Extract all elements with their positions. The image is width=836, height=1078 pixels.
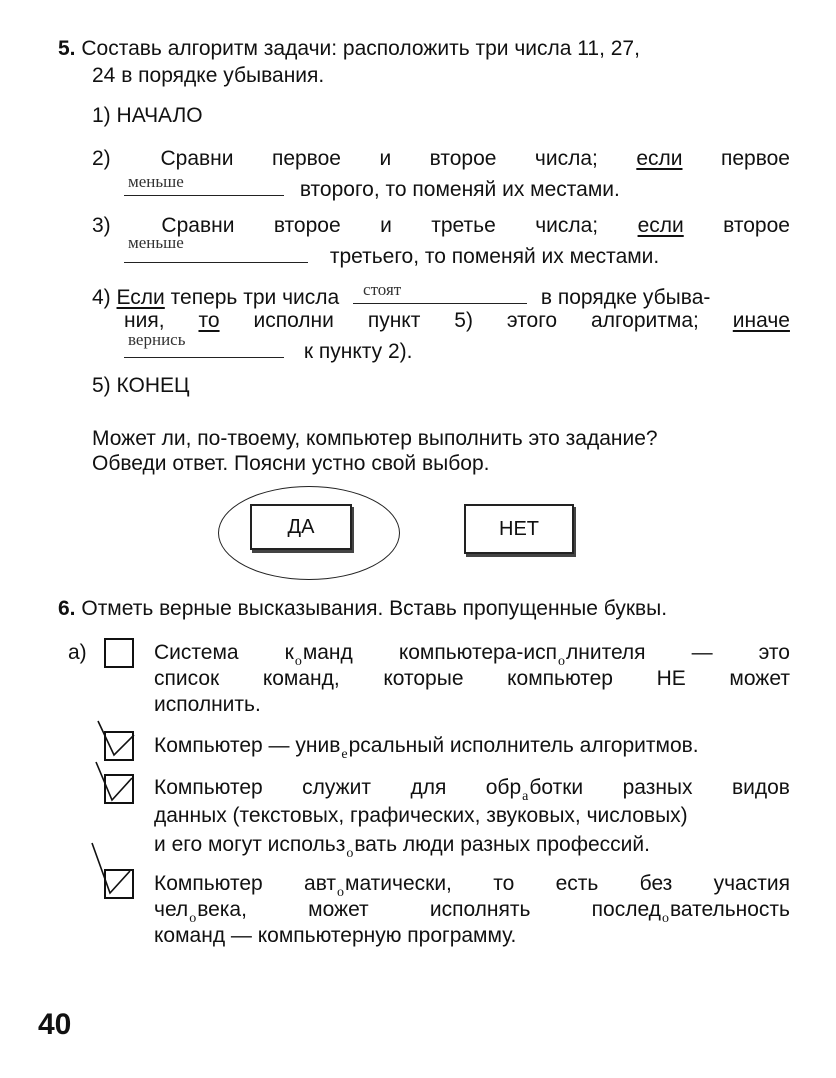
word: без (639, 872, 673, 895)
word-posledovatelnost (592, 897, 790, 926)
word: есть (555, 872, 599, 895)
word: этого (506, 309, 558, 332)
step-1-number: 1) (92, 104, 111, 127)
step-3-answer: меньше (128, 233, 184, 252)
word: компьютер (507, 667, 613, 690)
word-part: обр (485, 776, 522, 799)
step-3-number: 3) (92, 214, 111, 237)
inserted-letter: о (189, 911, 197, 926)
question-line2: Обведи ответ. Поясни устно свой выбор. (92, 452, 490, 475)
item-a-label: а) (68, 641, 87, 664)
word-then: то (198, 309, 220, 332)
word-part: рсальный исполнитель алгоритмов. (348, 734, 699, 757)
word: и (380, 214, 392, 237)
word-part: манд (302, 641, 353, 664)
word: и (379, 147, 392, 170)
word: Сравни (161, 214, 235, 237)
word-part: к (284, 641, 294, 664)
step-2-line2 (124, 173, 620, 203)
inserted-letter: о (294, 654, 302, 669)
word-part: послед (591, 898, 661, 921)
word: исполнять (429, 898, 531, 921)
no-label: НЕТ (499, 517, 539, 540)
word: служит (302, 776, 372, 799)
word: команд, (262, 667, 340, 690)
checkmark-icon (96, 762, 136, 806)
word-avtomaticheski (304, 871, 452, 900)
word-komand (285, 640, 353, 669)
inserted-letter: о (337, 885, 345, 900)
word-part: чел (154, 898, 189, 921)
step-4-line2 (124, 308, 790, 334)
item-a-checkbox[interactable] (104, 638, 134, 668)
step-2-answer: меньше (128, 172, 184, 191)
step-4-answer: стоят (363, 280, 402, 299)
word: первое (720, 147, 790, 170)
word: может (729, 667, 790, 690)
word: это (758, 641, 790, 664)
checkmark-icon (96, 857, 136, 901)
step-3-tail: третьего, то поменяй их местами. (329, 245, 660, 268)
word: второе (723, 214, 790, 237)
task5-number: 5. (58, 37, 76, 60)
question-line1: Может ли, по-твоему, компьютер выполнить это задание? (92, 427, 658, 450)
word-if: если (637, 214, 684, 237)
word: ния, (124, 309, 165, 332)
word: алгоритма; (591, 309, 699, 332)
step-2-answer-field[interactable] (124, 173, 284, 196)
word: пункт (367, 309, 421, 332)
yes-button[interactable] (250, 504, 352, 550)
word: список (154, 667, 220, 690)
word-obrabotki (486, 775, 583, 804)
step-2-number: 2) (92, 147, 111, 170)
step-5-number: 5) (92, 374, 111, 397)
step-1 (92, 103, 203, 129)
item-b-line1 (154, 733, 699, 762)
word-part: и его могут использ (154, 833, 346, 856)
word: — (691, 641, 713, 664)
word: то (493, 872, 515, 895)
step-4-post: в порядке убыва- (540, 286, 711, 309)
word: первое (271, 147, 341, 170)
word: второе (429, 147, 497, 170)
item-c-checkbox[interactable] (104, 774, 134, 804)
word: числа; (534, 147, 598, 170)
task6-title-line (58, 596, 667, 622)
item-b-checkbox[interactable] (104, 731, 134, 761)
step-3-line2 (124, 233, 660, 270)
item-d-line1 (154, 871, 790, 900)
page-number: 40 (38, 1008, 72, 1041)
step-4-number: 4) (92, 286, 111, 309)
word: третье (431, 214, 496, 237)
item-a-line3: исполнить. (154, 693, 261, 716)
step-4-answer-field[interactable] (353, 281, 527, 304)
item-a-line1 (154, 640, 790, 669)
item-a-line2 (154, 666, 790, 692)
task5-statement-2: 24 в порядке убывания. (92, 64, 325, 87)
inserted-letter: е (341, 747, 348, 762)
task6-number: 6. (58, 597, 76, 620)
word-part: века, (197, 898, 247, 921)
word: для (410, 776, 447, 799)
word-part: Компьютер — унив (154, 734, 341, 757)
inserted-letter: а (522, 789, 529, 804)
task5-statement-1: Составь алгоритм задачи: расположить три числа 11, 27, (81, 37, 640, 60)
word: второе (273, 214, 341, 237)
word-part: компьютера-исп (398, 641, 557, 664)
step-5 (92, 373, 190, 399)
word: может (308, 898, 369, 921)
item-c-line3 (154, 832, 650, 861)
step-2-tail: второго, то поменяй их местами. (299, 178, 620, 201)
item-c-line2: данных (текстовых, графических, звуковых, числовых) (154, 804, 688, 827)
word: видов (731, 776, 790, 799)
word-part: лнителя (565, 641, 646, 664)
item-d-line3: команд — компьютерную программу. (154, 924, 517, 947)
word-part: ботки (529, 776, 584, 799)
inserted-letter: о (346, 846, 354, 861)
step-3-line1 (92, 213, 790, 239)
item-d-checkbox[interactable] (104, 869, 134, 899)
word: участия (713, 872, 790, 895)
inserted-letter: о (557, 654, 565, 669)
word-part: авт (304, 872, 337, 895)
word: 5) (454, 309, 473, 332)
word-part: вать люди разных профессий. (354, 833, 650, 856)
word: разных (622, 776, 693, 799)
step-4-line1 (92, 281, 790, 311)
step-4-answer2-field[interactable] (124, 330, 284, 358)
step-1-text: НАЧАЛО (116, 104, 203, 127)
step-4-answer2: вернись (128, 330, 186, 349)
word: которые (383, 667, 464, 690)
step-4-line3 (124, 330, 413, 365)
word-part: вательность (669, 898, 790, 921)
word-if: Если (116, 286, 165, 309)
task6-title: Отметь верные высказывания. Вставь пропущенные буквы. (81, 597, 668, 620)
step-4-pre: теперь три числа (170, 286, 340, 309)
step-4-tail: к пункту 2). (303, 340, 413, 363)
step-3-answer-field[interactable] (124, 233, 308, 263)
item-c-line1 (154, 775, 790, 804)
checkmark-icon (96, 719, 136, 763)
word: Компьютер (154, 776, 263, 799)
inserted-letter: о (661, 911, 669, 926)
word: числа; (535, 214, 599, 237)
step-2-line1 (92, 146, 790, 172)
item-d-line2 (154, 897, 790, 926)
word-part: матически, (345, 872, 452, 895)
yes-label: ДА (287, 515, 315, 538)
word-if: если (636, 147, 683, 170)
step-5-text: КОНЕЦ (116, 374, 190, 397)
word: Компьютер (154, 872, 263, 895)
word-ispolnitelya (399, 640, 646, 669)
word-else: иначе (732, 309, 790, 332)
word: исполни (253, 309, 334, 332)
no-button[interactable] (464, 504, 574, 554)
word-cheloveka (154, 897, 247, 926)
word: Сравни (160, 147, 234, 170)
word: Система (154, 641, 239, 664)
task5-line1 (58, 36, 790, 62)
word: НЕ (656, 667, 686, 690)
